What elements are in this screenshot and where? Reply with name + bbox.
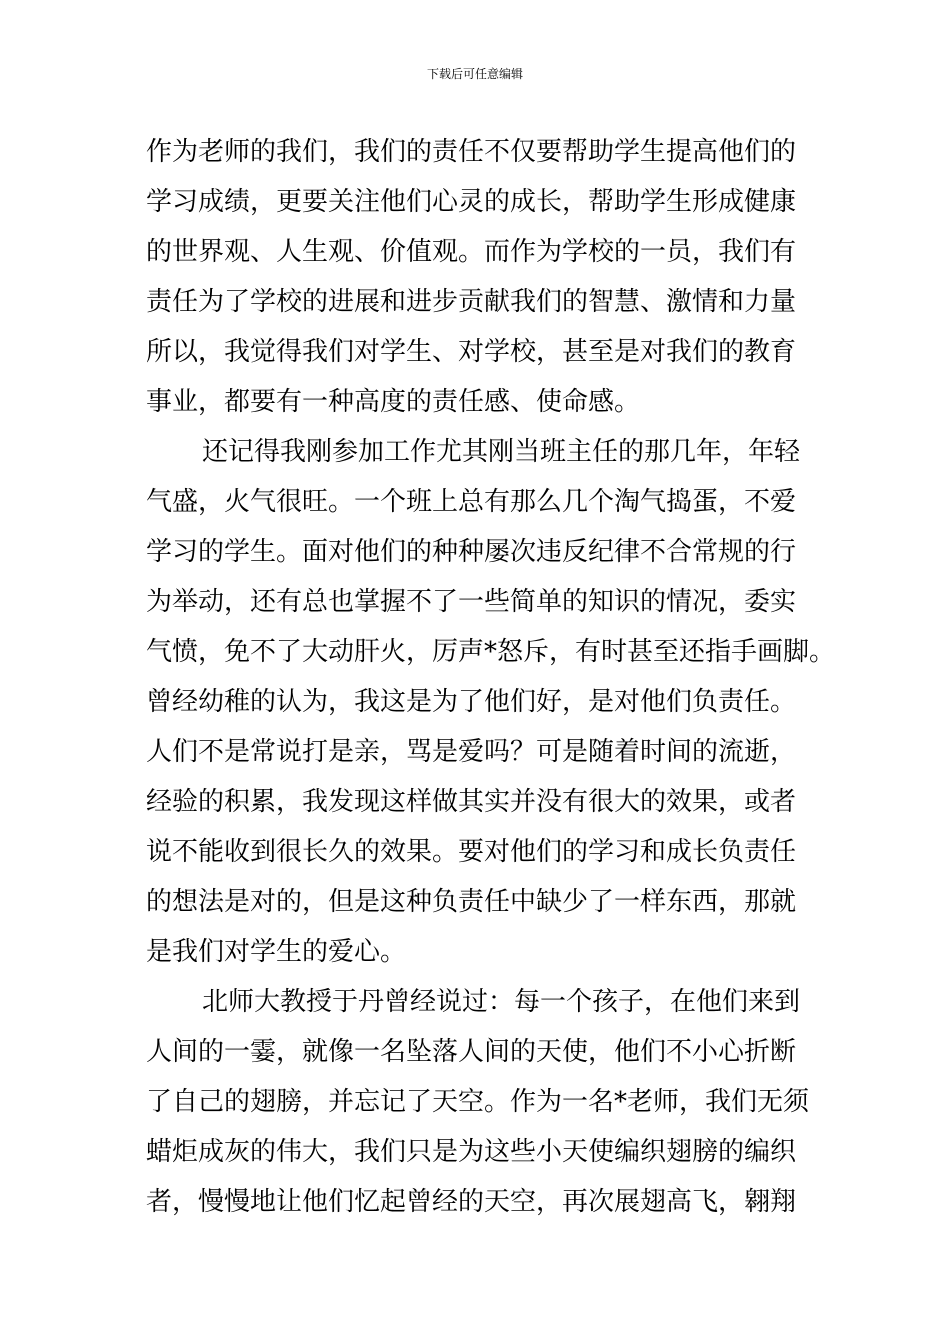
text-line: 的想法是对的，但是这种负责任中缺少了一样东西，那就 (146, 887, 797, 917)
text-line: 为举动，还有总也掌握不了一些简单的知识的情况，委实 (146, 587, 797, 617)
text-line: 人们不是常说打是亲，骂是爱吗？可是随着时间的流逝， (146, 737, 797, 767)
paragraph-2 (146, 427, 836, 977)
text-line: 曾经幼稚的认为，我这是为了他们好，是对他们负责任。 (146, 687, 797, 717)
text-line: 的世界观、人生观、价值观。而作为学校的一员，我们有 (146, 237, 797, 267)
document-body (146, 127, 836, 1227)
text-line: 气愤，免不了大动肝火，厉声*怒斥，有时甚至还指手画脚。 (146, 637, 836, 667)
text-line: 经验的积累，我发现这样做其实并没有很大的效果，或者 (146, 787, 797, 817)
text-line: 气盛，火气很旺。一个班上总有那么几个淘气捣蛋，不爱 (146, 487, 797, 517)
text-line: 人间的一霎，就像一名坠落人间的天使，他们不小心折断 (146, 1037, 797, 1067)
text-line: 作为老师的我们，我们的责任不仅要帮助学生提高他们的 (146, 137, 797, 167)
text-line: 学习的学生。面对他们的种种屡次违反纪律不合常规的行 (146, 537, 797, 567)
text-line: 所以，我觉得我们对学生、对学校，甚至是对我们的教育 (146, 337, 797, 367)
text-line: 事业，都要有一种高度的责任感、使命感。 (146, 387, 641, 417)
text-line: 学习成绩，更要关注他们心灵的成长，帮助学生形成健康 (146, 187, 797, 217)
paragraph-1 (146, 127, 811, 427)
paragraph-3 (146, 977, 811, 1227)
text-line: 还记得我刚参加工作尤其刚当班主任的那几年，年轻 (202, 437, 801, 467)
text-line: 了自己的翅膀，并忘记了天空。作为一名*老师，我们无须 (146, 1087, 810, 1117)
text-line: 蜡炬成灰的伟大，我们只是为这些小天使编织翅膀的编织 (146, 1137, 797, 1167)
text-line: 者，慢慢地让他们忆起曾经的天空，再次展翅高飞，翱翔 (146, 1187, 797, 1217)
text-line: 说不能收到很长久的效果。要对他们的学习和成长负责任 (146, 837, 797, 867)
text-line: 责任为了学校的进展和进步贡献我们的智慧、激情和力量 (146, 287, 797, 317)
text-line: 北师大教授于丹曾经说过：每一个孩子，在他们来到 (202, 987, 801, 1017)
page-header: 下载后可任意编辑 (426, 67, 523, 81)
text-line: 是我们对学生的爱心。 (146, 937, 407, 967)
